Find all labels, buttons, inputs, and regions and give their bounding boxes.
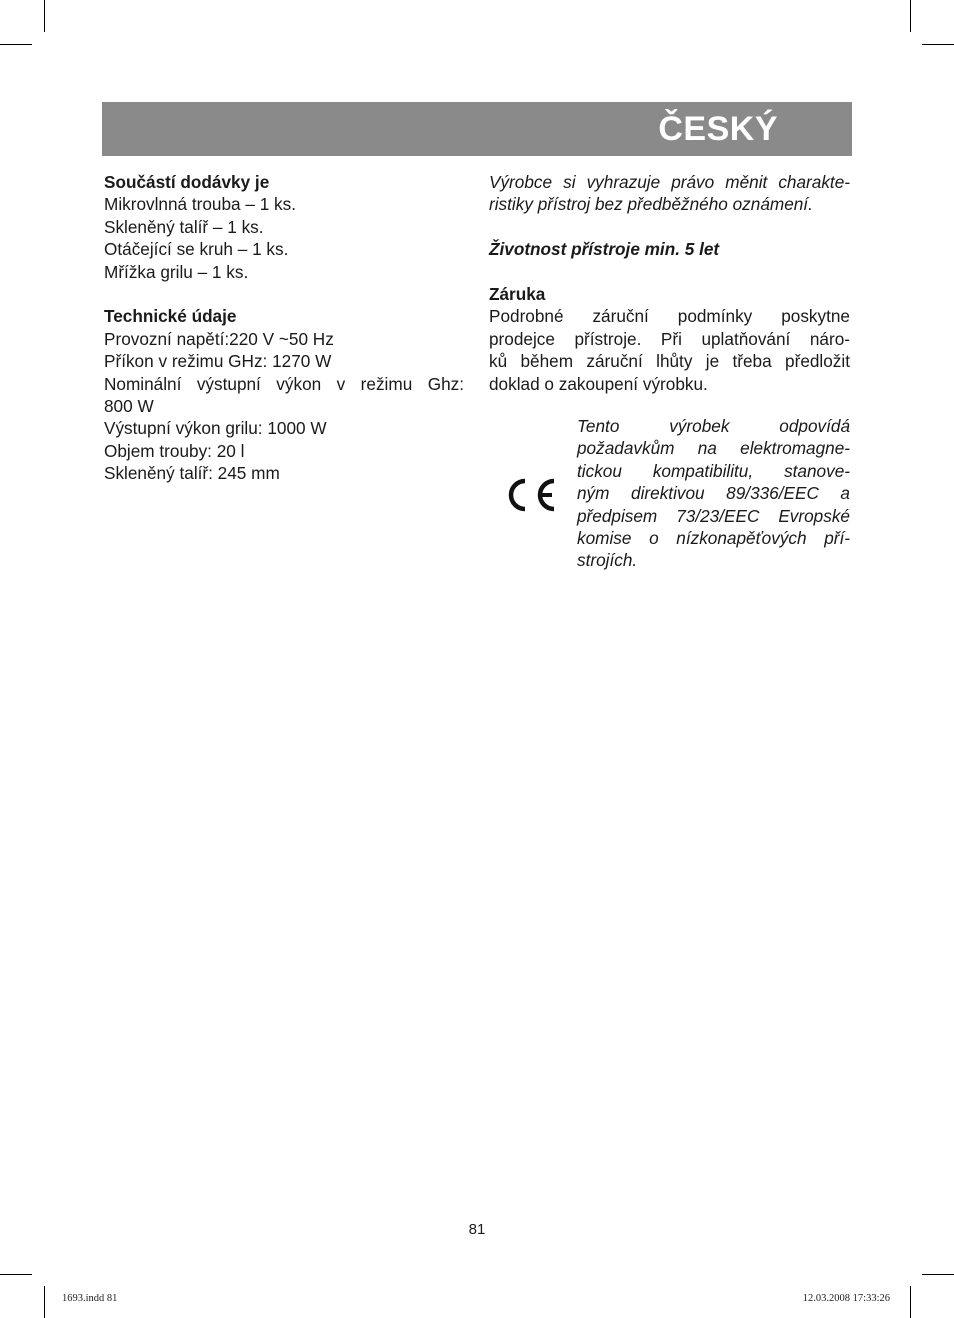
- spec-item: Příkon v režimu GHz: 1270 W: [104, 351, 332, 372]
- delivery-item: Mřížka grilu – 1 ks.: [104, 261, 249, 282]
- delivery-item: Mikrovlnná trouba – 1 ks.: [104, 194, 297, 215]
- print-slug-date: 12.03.2008 17:33:26: [802, 1293, 890, 1304]
- warranty-text: Podrobné záruční podmínky poskytne: [489, 306, 850, 327]
- warranty-heading: Záruka: [489, 284, 546, 304]
- print-slug-file: 1693.indd 81: [62, 1293, 118, 1304]
- lifetime-note: Životnost přístroje min. 5 let: [489, 239, 720, 260]
- ce-text-line: Tento výrobek odpovídá: [577, 416, 850, 436]
- spec-item: Skleněný talíř: 245 mm: [104, 463, 280, 484]
- warranty-text: prodejce přístroje. Při uplatňování náro-: [489, 328, 850, 349]
- paragraph-gap: [104, 283, 464, 305]
- ce-mark-icon: [505, 477, 559, 513]
- delivery-item: Otáčející se kruh – 1 ks.: [104, 239, 289, 260]
- right-column: [489, 171, 850, 395]
- manufacturer-notice: Výrobce si vyhrazuje právo měnit charakte-: [489, 172, 850, 192]
- ce-text-line: strojích.: [577, 550, 638, 571]
- crop-mark: [0, 1274, 32, 1275]
- spec-item: Objem trouby: 20 l: [104, 440, 245, 461]
- crop-mark: [910, 1286, 911, 1318]
- language-header-bar: [102, 102, 852, 156]
- spec-item: Výstupní výkon grilu: 1000 W: [104, 418, 327, 439]
- crop-mark: [44, 0, 45, 32]
- crop-mark: [922, 1274, 954, 1275]
- ce-text-line: tickou kompatibilitu, stanove-: [577, 460, 850, 481]
- crop-mark: [910, 0, 911, 32]
- language-title: ČESKÝ: [658, 110, 778, 148]
- crop-mark: [44, 1286, 45, 1318]
- delivery-heading: Součástí dodávky je: [104, 172, 270, 192]
- ce-compliance-block: [489, 415, 850, 575]
- manufacturer-notice: ristiky přístroj bez předběžného oznámení.: [489, 194, 813, 215]
- paragraph-gap: [489, 216, 850, 238]
- ce-text-line: komise o nízkonapěťových pří-: [577, 528, 850, 549]
- spec-item: Provozní napětí:220 V ~50 Hz: [104, 328, 334, 349]
- crop-mark: [922, 44, 954, 45]
- ce-text-line: požadavkům na elektromagne-: [577, 438, 850, 459]
- specs-heading: Technické údaje: [104, 306, 237, 327]
- spec-item: 800 W: [104, 396, 154, 417]
- paragraph-gap: [489, 261, 850, 283]
- ce-text-line: předpisem 73/23/EEC Evropské: [577, 505, 850, 526]
- delivery-item: Skleněný talíř – 1 ks.: [104, 216, 264, 237]
- spec-item: Nominální výstupní výkon v režimu Ghz:: [104, 373, 464, 394]
- ce-text-line: ným direktivou 89/336/EEC a: [577, 483, 850, 504]
- warranty-text: ků během záruční lhůty je třeba předložit: [489, 351, 850, 372]
- crop-mark: [0, 44, 32, 45]
- ce-text: [577, 415, 850, 572]
- page-number: 81: [468, 1221, 486, 1238]
- left-column: [104, 171, 464, 485]
- warranty-text: doklad o zakoupení výrobku.: [489, 373, 708, 394]
